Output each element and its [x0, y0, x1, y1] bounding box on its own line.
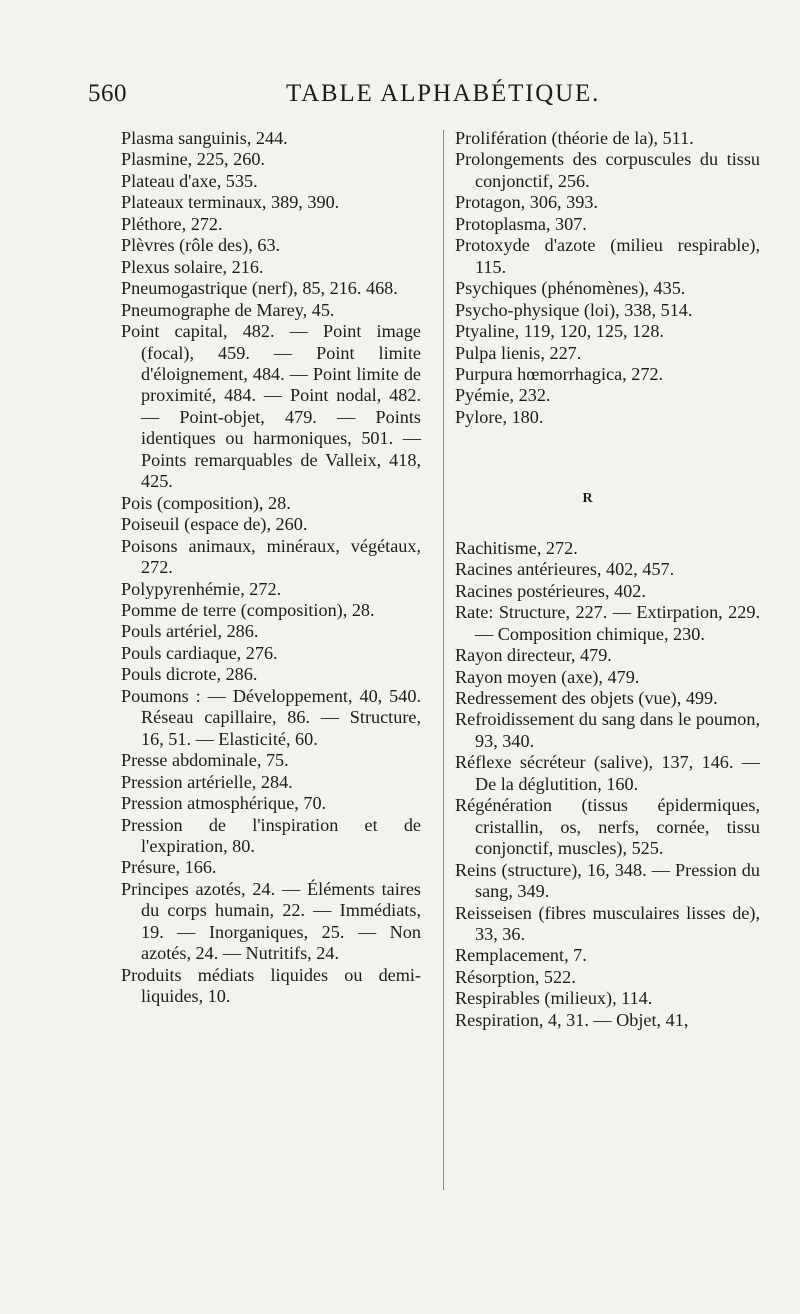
index-entry: Poiseuil (espace de), 260.: [121, 514, 308, 535]
index-entry: Pulpa lienis, 227.: [455, 342, 582, 363]
index-entry: Rayon moyen (axe), 479.: [455, 666, 640, 687]
index-entry: Prolongements des corpuscules du tissu conjonctif, 256.: [455, 149, 760, 191]
index-entry: Plasma sanguinis, 244.: [121, 128, 288, 148]
index-entry: Pois (composition), 28.: [121, 492, 291, 513]
index-entry: Réflexe sécréteur (salive), 137, 146. — De la déglutition, 160.: [455, 752, 760, 794]
index-entry: Plasmine, 225, 260.: [121, 149, 265, 170]
section-letter-r: R: [582, 491, 593, 507]
index-entry: Racines postérieures, 402.: [455, 580, 646, 601]
index-entry: Régénération (tissus épidermiques, cristallin, os, nerfs, cornée, tissu conjonctif, muscles), 525.: [455, 795, 760, 859]
index-entry: Présure, 166.: [121, 857, 217, 878]
left-column: [121, 128, 421, 1008]
index-entry: Psycho-physique (loi), 338, 514.: [455, 299, 693, 320]
index-entry: Pléthore, 272.: [121, 213, 223, 234]
index-entry: Poisons animaux, minéraux, végétaux, 272.: [121, 535, 421, 578]
page-number: 560: [88, 80, 127, 107]
index-entry: Pomme de terre (composition), 28.: [121, 599, 375, 620]
index-entry: Plèvres (rôle des), 63.: [121, 235, 281, 256]
index-entry: Protoxyde d'azote (milieu respirable), 115.: [455, 235, 760, 277]
index-entry: Rayon directeur, 479.: [455, 645, 612, 666]
index-entry: Reisseisen (fibres musculaires lisses de), 33, 36.: [455, 902, 760, 944]
index-entry: Poumons : — Développement, 40, 540. Réseau capillaire, 86. — Structure, 16, 51. — Elasticité, 60.: [121, 685, 421, 749]
index-entry: Pneumogastrique (nerf), 85, 216. 468.: [121, 278, 398, 299]
index-entry: Point capital, 482. — Point image (focal), 459. — Point limite d'éloignement, 484. — Point limite de proximité, 484. — Point nodal, 482. — Point-objet, 479. — Points identiques ou harmoniques, 501. — Points remarquables de Valleix, 418, 425.: [121, 321, 421, 492]
running-title: TABLE ALPHABÉTIQUE.: [286, 80, 601, 107]
index-entry: Produits médiats liquides ou demi-liquides, 10.: [121, 964, 421, 1007]
index-entry: Remplacement, 7.: [455, 945, 587, 966]
index-entry: Pouls cardiaque, 276.: [121, 642, 278, 663]
index-entry: Respirables (milieux), 114.: [455, 988, 653, 1009]
index-entry: Pouls artériel, 286.: [121, 621, 259, 642]
index-entry: Plexus solaire, 216.: [121, 256, 264, 277]
index-entry: Ptyaline, 119, 120, 125, 128.: [455, 321, 664, 342]
index-entry: Pyémie, 232.: [455, 385, 551, 406]
index-entry: Rate: Structure, 227. — Extirpation, 229. — Composition chimique, 230.: [455, 602, 760, 644]
index-entry: Pouls dicrote, 286.: [121, 664, 258, 685]
index-entry: Polypyrenhémie, 272.: [121, 578, 282, 599]
index-entry: Pylore, 180.: [455, 406, 544, 427]
index-entry: Pneumographe de Marey, 45.: [121, 299, 335, 320]
index-entry: Résorption, 522.: [455, 966, 576, 987]
index-entry: Plateau d'axe, 535.: [121, 170, 258, 191]
index-entry: Psychiques (phénomènes), 435.: [455, 278, 686, 299]
index-entry: Protagon, 306, 393.: [455, 192, 598, 213]
index-entry: Prolifération (théorie de la), 511.: [455, 128, 694, 148]
index-entry: Principes azotés, 24. — Éléments taires du corps humain, 22. — Immédiats, 19. — Inorganiques, 25. — Non azotés, 24. — Nutritifs, 24.: [121, 878, 421, 964]
page-header: [88, 80, 728, 114]
right-column: [455, 128, 760, 1031]
index-entry: Respiration, 4, 31. — Objet, 41,: [455, 1009, 689, 1030]
index-entry: Protoplasma, 307.: [455, 213, 587, 234]
index-entry: Purpura hœmorrhagica, 272.: [455, 363, 664, 384]
index-entry: Pression atmosphérique, 70.: [121, 793, 327, 814]
index-entry: Pression de l'inspiration et de l'expiration, 80.: [121, 814, 421, 856]
index-entry: Redressement des objets (vue), 499.: [455, 687, 718, 708]
index-entry: Refroidissement du sang dans le poumon, 93, 340.: [455, 709, 760, 751]
column-divider: [443, 130, 444, 1190]
index-entry: Pression artérielle, 284.: [121, 771, 293, 792]
index-entry: Presse abdominale, 75.: [121, 750, 289, 771]
index-entry: Racines antérieures, 402, 457.: [455, 559, 675, 580]
index-entry: Rachitisme, 272.: [455, 537, 578, 558]
index-entry: Plateaux terminaux, 389, 390.: [121, 192, 340, 213]
index-entry: Reins (structure), 16, 348. — Pression du sang, 349.: [455, 859, 760, 902]
